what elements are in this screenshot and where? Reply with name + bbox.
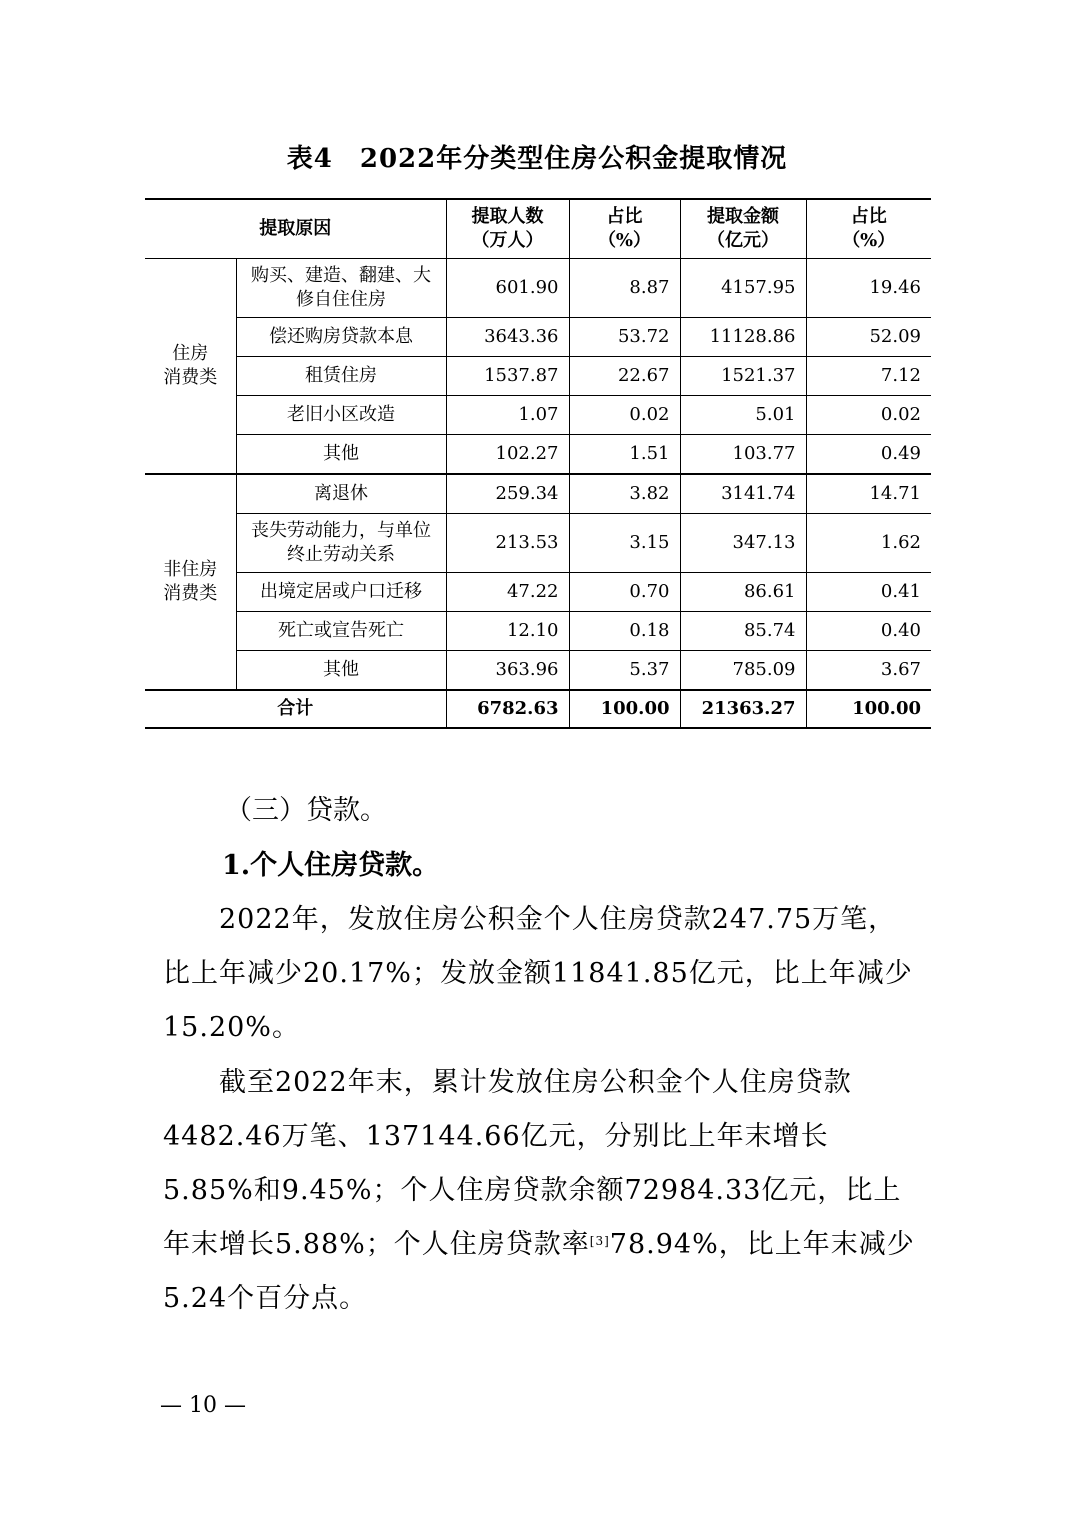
table-row	[145, 573, 931, 612]
category-cell: 非住房 消费类	[145, 474, 236, 690]
count-pct-cell: 1.51	[569, 435, 680, 475]
amount-pct-cell: 14.71	[806, 474, 931, 514]
reason-cell: 偿还购房贷款本息	[236, 318, 446, 357]
table-row	[145, 435, 931, 475]
reason-cell: 其他	[236, 435, 446, 475]
amount-pct-cell: 52.09	[806, 318, 931, 357]
reason-cell: 出境定居或户口迁移	[236, 573, 446, 612]
section-heading: （三）贷款。	[225, 795, 387, 826]
reason-cell: 其他	[236, 651, 446, 691]
header-count: 提取人数 （万人）	[446, 199, 569, 259]
header-count-pct: 占比 （%）	[569, 199, 680, 259]
count-cell: 1537.87	[446, 357, 569, 396]
subsection-heading: 1.个人住房贷款。	[222, 850, 440, 881]
table-row	[145, 612, 931, 651]
amount-pct-cell: 1.62	[806, 514, 931, 573]
header-amount: 提取金额 （亿元）	[680, 199, 806, 259]
count-pct-cell: 8.87	[569, 259, 680, 318]
count-pct-cell: 0.02	[569, 396, 680, 435]
count-cell: 601.90	[446, 259, 569, 318]
count-pct-cell: 3.82	[569, 474, 680, 514]
amount-cell: 1521.37	[680, 357, 806, 396]
total-count-cell: 6782.63	[446, 690, 569, 728]
count-cell: 3643.36	[446, 318, 569, 357]
footnote-ref[interactable]: [3]	[589, 1234, 610, 1248]
total-label: 合计	[145, 690, 446, 728]
reason-cell: 离退休	[236, 474, 446, 514]
table-row	[145, 259, 931, 318]
reason-cell: 老旧小区改造	[236, 396, 446, 435]
amount-cell: 785.09	[680, 651, 806, 691]
amount-cell: 347.13	[680, 514, 806, 573]
paragraph-1: 2022年，发放住房公积金个人住房贷款247.75万笔，比上年减少20.17%；发放金额11841.85亿元，比上年减少15.20%。	[163, 904, 913, 1043]
count-pct-cell: 53.72	[569, 318, 680, 357]
amount-pct-cell: 7.12	[806, 357, 931, 396]
total-amount-pct-cell: 100.00	[806, 690, 931, 728]
header-amount-pct: 占比 （%）	[806, 199, 931, 259]
amount-cell: 86.61	[680, 573, 806, 612]
table-header-row	[145, 199, 931, 259]
table-row	[145, 514, 931, 573]
reason-cell: 丧失劳动能力，与单位 终止劳动关系	[236, 514, 446, 573]
page-number: — 10 —	[160, 1393, 246, 1418]
total-amount-cell: 21363.27	[680, 690, 806, 728]
amount-cell: 4157.95	[680, 259, 806, 318]
count-cell: 363.96	[446, 651, 569, 691]
withdrawal-table	[145, 198, 931, 729]
amount-cell: 11128.86	[680, 318, 806, 357]
total-count-pct-cell: 100.00	[569, 690, 680, 728]
count-pct-cell: 5.37	[569, 651, 680, 691]
amount-pct-cell: 0.40	[806, 612, 931, 651]
amount-pct-cell: 0.49	[806, 435, 931, 475]
table-row	[145, 357, 931, 396]
count-pct-cell: 0.70	[569, 573, 680, 612]
count-cell: 12.10	[446, 612, 569, 651]
count-cell: 1.07	[446, 396, 569, 435]
header-reason: 提取原因	[145, 199, 446, 259]
table-row	[145, 474, 931, 514]
reason-cell: 死亡或宣告死亡	[236, 612, 446, 651]
amount-pct-cell: 0.02	[806, 396, 931, 435]
count-cell: 102.27	[446, 435, 569, 475]
amount-pct-cell: 19.46	[806, 259, 931, 318]
reason-cell: 购买、建造、翻建、大 修自住住房	[236, 259, 446, 318]
amount-pct-cell: 3.67	[806, 651, 931, 691]
total-row	[145, 690, 931, 728]
table-row	[145, 318, 931, 357]
table-title: 表4 2022年分类型住房公积金提取情况	[286, 144, 788, 174]
count-pct-cell: 3.15	[569, 514, 680, 573]
amount-cell: 103.77	[680, 435, 806, 475]
reason-cell: 租赁住房	[236, 357, 446, 396]
count-cell: 259.34	[446, 474, 569, 514]
paragraph-2: 截至2022年末，累计发放住房公积金个人住房贷款4482.46万笔、137144.66亿元，分别比上年末增长5.85%和9.45%；个人住房贷款余额72984.33亿元，比上年末增长5.88%；个人住房贷款率[3]78.94%，比上年末减少5.24个百分点。	[163, 1067, 915, 1314]
category-cell: 住房 消费类	[145, 259, 236, 475]
count-pct-cell: 0.18	[569, 612, 680, 651]
amount-cell: 5.01	[680, 396, 806, 435]
count-cell: 213.53	[446, 514, 569, 573]
count-pct-cell: 22.67	[569, 357, 680, 396]
table-row	[145, 396, 931, 435]
amount-cell: 85.74	[680, 612, 806, 651]
amount-cell: 3141.74	[680, 474, 806, 514]
count-cell: 47.22	[446, 573, 569, 612]
amount-pct-cell: 0.41	[806, 573, 931, 612]
table-row	[145, 651, 931, 691]
